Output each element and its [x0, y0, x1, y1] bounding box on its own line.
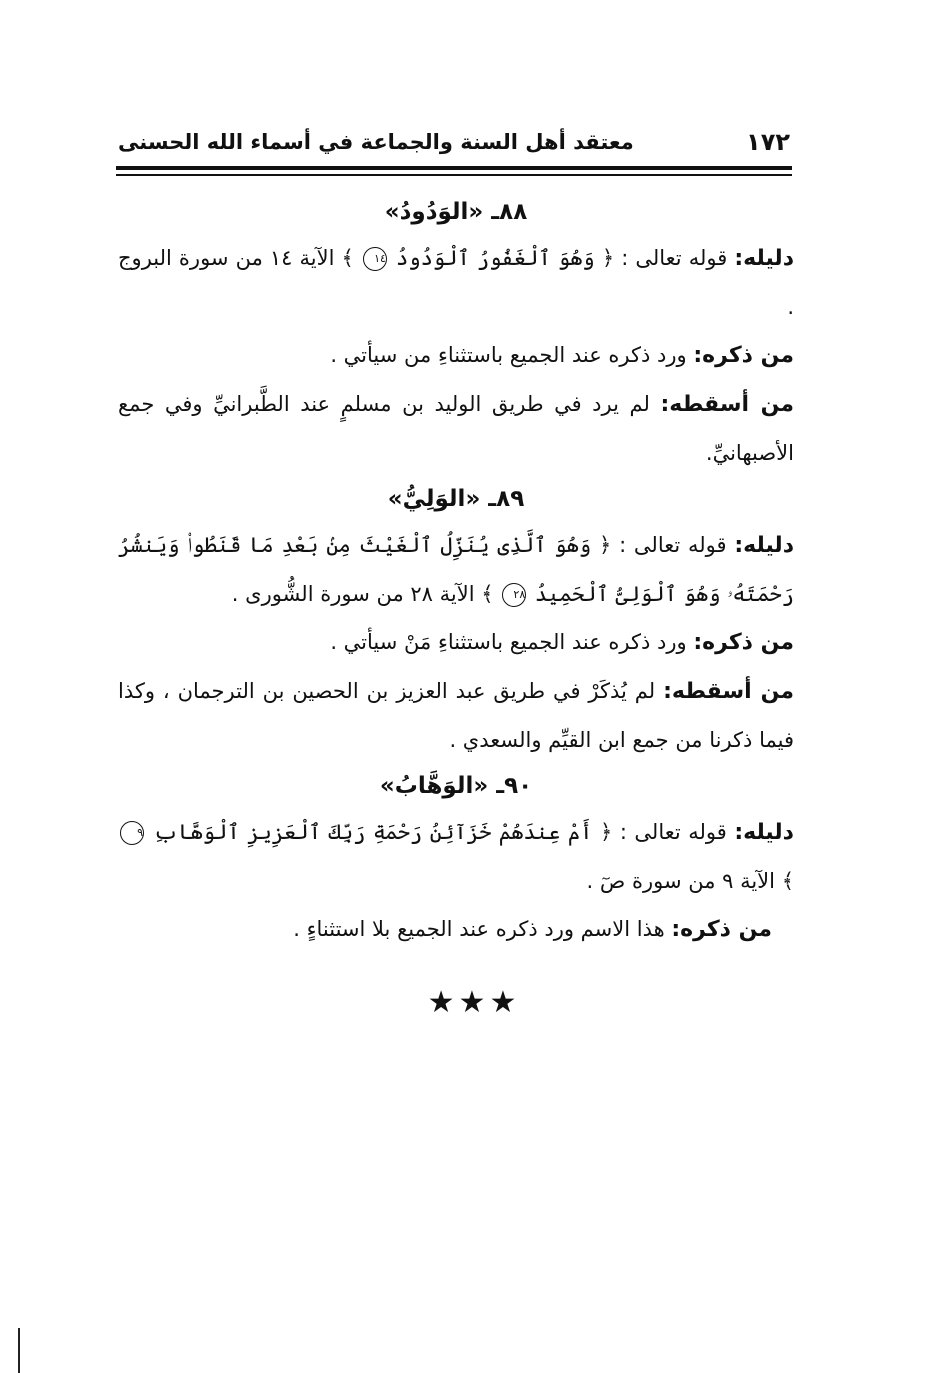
quran-bracket-open: ﴿: [599, 820, 613, 844]
section-al-wadud: [118, 190, 794, 477]
quran-verse: وَهُوَ ٱلَّذِى يُنَزِّلُ ٱلْغَيْثَ مِنۢ بَعْدِ مَا قَنَطُوا۟ وَيَنشُرُ رَحْمَتَهُۥ وَهُوَ ٱلْوَلِىُّ ٱلْحَمِيدُ: [118, 533, 794, 606]
mentioned-paragraph: [118, 331, 794, 380]
evidence-label: دليله:: [734, 246, 794, 271]
header-rule-thin: [116, 174, 792, 176]
section-end-stars: ★★★: [427, 985, 521, 1020]
dropped-paragraph: [118, 667, 794, 764]
evidence-paragraph: [118, 234, 794, 331]
page-header: [118, 128, 790, 158]
mentioned-text: هذا الاسم ورد ذكره عند الجميع بلا استثناءٍ .: [293, 917, 665, 941]
section-title: ٨٨ـ «الوَدُودُ»: [384, 199, 528, 225]
ayah-number-marker: ١٤: [363, 247, 387, 271]
ayah-number-marker: ٩: [120, 821, 144, 845]
quran-bracket-close: ﴾: [341, 246, 354, 270]
evidence-reference: الآية ١٤ من سورة البروج .: [118, 246, 794, 319]
mentioned-label: من ذكره:: [693, 343, 794, 368]
quran-bracket-close: ﴾: [481, 582, 494, 606]
ayah-number-marker: ٢٨: [502, 583, 526, 607]
evidence-label: دليله:: [734, 820, 794, 845]
quran-bracket-open: ﴿: [598, 533, 612, 557]
evidence-intro: قوله تعالى :: [621, 246, 728, 270]
section-title: ٩٠ـ «الوَهَّابُ»: [379, 773, 533, 799]
mentioned-label: من ذكره:: [671, 917, 772, 942]
evidence-intro: قوله تعالى :: [619, 820, 727, 844]
section-title: ٨٩ـ «الوَلِيُّ»: [387, 486, 525, 512]
quran-bracket-open: ﴿: [601, 246, 615, 270]
evidence-intro: قوله تعالى :: [619, 533, 727, 557]
section-al-wali: [118, 477, 794, 764]
evidence-label: دليله:: [734, 533, 794, 558]
page-number: ١٧٢: [746, 128, 790, 156]
mentioned-paragraph: [118, 905, 794, 954]
evidence-reference: الآية ٩ من سورة صٓ .: [586, 869, 775, 893]
quran-verse: وَهُوَ ٱلْغَفُورُ ٱلْوَدُودُ: [396, 246, 595, 270]
dropped-paragraph: [118, 380, 794, 477]
scan-margin-line: [18, 1328, 20, 1373]
mentioned-text: ورد ذكره عند الجميع باستثناءِ مَنْ سيأتي .: [330, 630, 687, 654]
dropped-text: لم يرد في طريق الوليد بن مسلمٍ عند الطَّبرانيِّ وفي جمع الأصبهانيِّ.: [118, 392, 794, 465]
dropped-text: لم يُذكَرْ في طريق عبد العزيز بن الحصين بن الترجمان ، وكذا فيما ذكرنا من جمع ابن القيِّم والسعدي .: [118, 679, 794, 752]
evidence-reference: الآية ٢٨ من سورة الشُّورى .: [231, 582, 475, 606]
page-body: [118, 190, 794, 954]
quran-bracket-close: ﴾: [781, 869, 794, 893]
mentioned-label: من ذكره:: [693, 630, 794, 655]
running-title: معتقد أهل السنة والجماعة في أسماء الله الحسنى: [118, 130, 634, 154]
dropped-label: من أسقطه:: [660, 392, 794, 417]
evidence-paragraph: [118, 521, 794, 618]
header-rule-thick: [116, 166, 792, 170]
mentioned-text: ورد ذكره عند الجميع باستثناءِ من سيأتي .: [330, 343, 687, 367]
section-al-wahhab: [118, 764, 794, 954]
evidence-paragraph: [118, 808, 794, 905]
dropped-label: من أسقطه:: [663, 679, 794, 704]
mentioned-paragraph: [118, 618, 794, 667]
quran-verse: أَمْ عِندَهُمْ خَزَآئِنُ رَحْمَةِ رَبِّكَ ٱلْعَزِيزِ ٱلْوَهَّابِ: [153, 820, 593, 844]
